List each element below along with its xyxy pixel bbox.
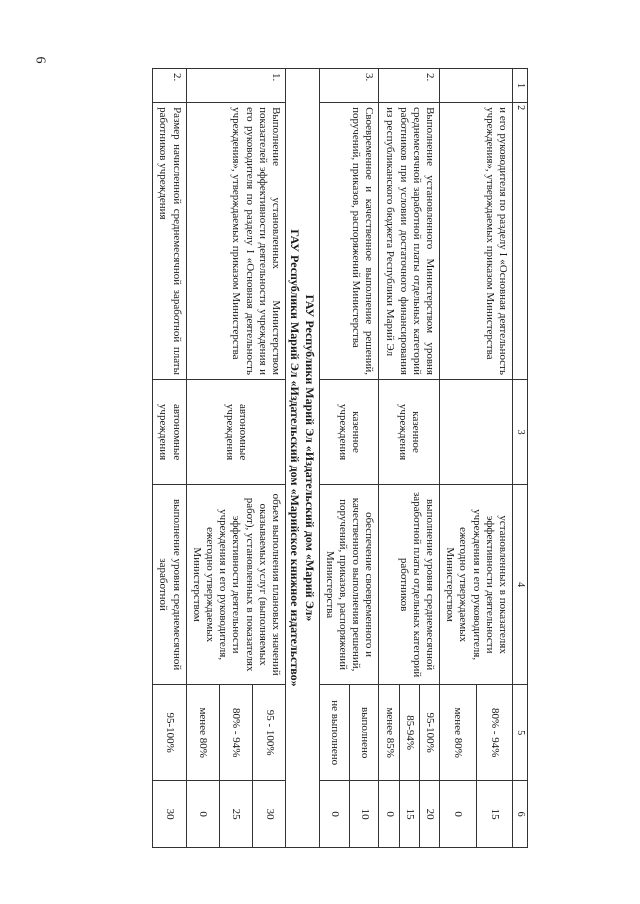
indicator-text: установленных в показателях эффективности деятельности учреждения и его руководителя, ежегодно утверждаемых Министерством bbox=[440, 485, 513, 685]
points-value: 25 bbox=[219, 781, 252, 848]
points-value: 0 bbox=[379, 781, 399, 848]
criterion-value: менее 85% bbox=[379, 685, 399, 781]
points-value: 10 bbox=[349, 781, 379, 848]
institution-type: автономные учреждения bbox=[186, 380, 285, 485]
indicator-text: выполнение уровня среднемесячной заработной платы отдельных категорий работников bbox=[379, 485, 440, 685]
indicator-text: обеспечение своевременного и качественного выполнения решений, поручений, приказов, распоряжений Министерства bbox=[319, 485, 379, 685]
rotated-table-container bbox=[110, 68, 528, 848]
col-header-6: 6 bbox=[513, 781, 528, 848]
row-number: 2. bbox=[153, 69, 186, 103]
criterion-value: 95-100% bbox=[419, 685, 439, 781]
table-row bbox=[252, 69, 285, 848]
criterion-text: Своевременное и качественное выполнение решений, поручений, приказов, распоряжений Министерства bbox=[319, 103, 379, 380]
points-value: 0 bbox=[319, 781, 349, 848]
criterion-value: 95 - 100% bbox=[252, 685, 285, 781]
points-value: 0 bbox=[440, 781, 476, 848]
criteria-table bbox=[152, 68, 528, 848]
col-header-3: 3 bbox=[513, 380, 528, 485]
institution-type: казенное учреждения bbox=[319, 380, 379, 485]
points-value: 15 bbox=[476, 781, 512, 848]
points-value: 30 bbox=[153, 781, 186, 848]
criterion-value: не выполнено bbox=[319, 685, 349, 781]
section-title: ГАУ Республики Марий Эл «Издательский дом «Марийское книжное издательство» bbox=[288, 229, 303, 687]
indicator-text: выполнение уровня среднемесячной заработной bbox=[153, 485, 186, 685]
criterion-value: 80% - 94% bbox=[219, 685, 252, 781]
criterion-value: менее 80% bbox=[186, 685, 219, 781]
criterion-text: Выполнение установленного Министерством уровня среднемесячной заработной платы отдельных категорий работников при условии достаточного финансирования из республиканского бюджета Республики Марий Эл bbox=[379, 103, 440, 380]
institution-type: казенное учреждения bbox=[379, 380, 440, 485]
table-row bbox=[153, 69, 186, 848]
points-value: 20 bbox=[419, 781, 439, 848]
row-number: 3. bbox=[319, 69, 379, 103]
table-row bbox=[419, 69, 439, 848]
institution-type: автономные учреждения bbox=[153, 380, 186, 485]
table-row bbox=[349, 69, 379, 848]
criterion-value: 95-100% bbox=[153, 685, 186, 781]
page-number: 6 bbox=[32, 56, 48, 64]
criterion-value: 80% - 94% bbox=[476, 685, 512, 781]
points-value: 0 bbox=[186, 781, 219, 848]
table-row bbox=[476, 69, 512, 848]
header-row bbox=[513, 69, 528, 848]
row-number: 2. bbox=[379, 69, 440, 103]
criterion-text: и его руководителя по разделу I «Основная деятельность учреждения», утверждаемых приказом Министерства bbox=[440, 103, 513, 380]
criterion-value: 85-94% bbox=[399, 685, 419, 781]
col-header-5: 5 bbox=[513, 685, 528, 781]
points-value: 30 bbox=[252, 781, 285, 848]
criterion-value: менее 80% bbox=[440, 685, 476, 781]
criterion-text: Размер начисленной среднемесячной заработной платы работников учреждения bbox=[153, 103, 186, 380]
col-header-1: 1 bbox=[513, 69, 528, 103]
indicator-text: объем выполнения плановых значений оказываемых услуг (выполняемых работ), установленных в показателях эффективности деятельности учреждения и его руководителя, ежегодно утверждаемых Министерством bbox=[186, 485, 285, 685]
section-title-overlay: ГАУ Республики Марий Эл «Издательский дом «Марий Эл» bbox=[302, 294, 317, 622]
points-value: 15 bbox=[399, 781, 419, 848]
section-header-row bbox=[285, 69, 319, 848]
row-number: 1. bbox=[186, 69, 285, 103]
criterion-text: Выполнение установленных Министерством показателей эффективности деятельности учреждения и его руководителя по разделу I «Основная деятельность учреждения», утверждаемых приказом Министерства bbox=[186, 103, 285, 380]
col-header-2: 2 bbox=[513, 103, 528, 380]
col-header-4: 4 bbox=[513, 485, 528, 685]
criterion-value: выполнено bbox=[349, 685, 379, 781]
